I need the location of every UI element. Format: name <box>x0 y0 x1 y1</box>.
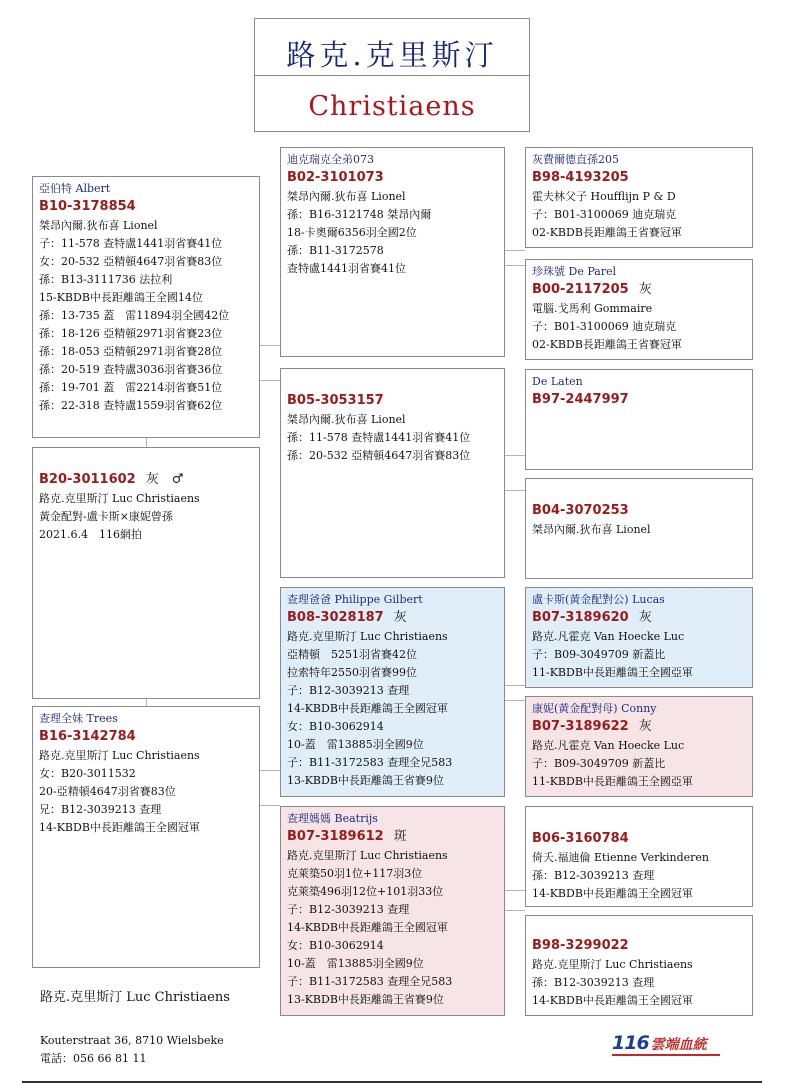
dam-sire-line: 14-KBDB中長距離鴿王全國冠軍 <box>287 702 448 715</box>
sss-ring-number: B98-4193205 <box>532 170 629 185</box>
dam-sire-ring-number: B08-3028187 <box>287 610 384 625</box>
dam-dam-line: 女：B10-3062914 <box>287 939 384 952</box>
sire-dam-card <box>280 368 505 578</box>
dsd-ring <box>532 717 750 737</box>
connector-line <box>146 699 147 706</box>
ddd-ring-number: B98-3299022 <box>532 938 629 953</box>
dam-card <box>32 706 260 968</box>
sire-line: 孫：18-053 亞精頓2971羽省賽28位 <box>39 345 223 358</box>
main-pigeon-line: 2021.6.4 116網拍 <box>39 528 142 541</box>
connector-line <box>505 890 525 891</box>
dss-line: 路克.凡霍克 Van Hoecke Luc <box>532 630 685 643</box>
main-pigeon-ring-number: B20-3011602 <box>39 472 136 487</box>
dam-dam-line: 10-蓋 雷13885羽全國9位 <box>287 957 424 970</box>
sire-ring-number: B10-3178854 <box>39 199 136 214</box>
ssd-name: 珍珠號 De Parel <box>532 265 617 278</box>
ssd-line: 02-KBDB長距離鴿王省賽冠軍 <box>532 338 682 351</box>
dam-sire-line: 子：B11-3172583 查理全兄583 <box>287 756 453 769</box>
connector-line <box>260 380 280 381</box>
dam-sire-name: 查理爸爸 Philippe Gilbert <box>287 593 423 606</box>
dds-line: 14-KBDB中長距離鴿王全國冠軍 <box>532 887 693 900</box>
logo-underline <box>612 1054 720 1056</box>
sire-line: 孫：20-519 查特盧3036羽省賽36位 <box>39 363 223 376</box>
sdd-line: 桀昂內爾.狄布喜 Lionel <box>532 523 651 536</box>
dam-dam-ring-number: B07-3189612 <box>287 829 384 844</box>
dam-sire-line: 13-KBDB中長距離鴿王省賽9位 <box>287 774 444 787</box>
sire-sire-ring-number: B02-3101073 <box>287 170 384 185</box>
dam-sire-line: 子：B12-3039213 查理 <box>287 684 410 697</box>
dam-sire-card <box>280 587 505 797</box>
sire-sire-name: 迪克瑞克全弟073 <box>287 153 374 166</box>
dam-dam-line: 子：B12-3039213 查理 <box>287 903 410 916</box>
ddd-line: 路克.克里斯汀 Luc Christiaens <box>532 958 693 971</box>
sdd-card <box>525 478 753 579</box>
connector-line <box>146 438 147 447</box>
connector-line <box>505 490 525 491</box>
dss-color: 灰 <box>638 610 652 625</box>
dam-line: 20-亞精頓4647羽省賽83位 <box>39 785 176 798</box>
ssd-line: 電腦.戈馬利 Gommaire <box>532 302 653 315</box>
sss-line: 子：B01-3100069 迪克瑞克 <box>532 208 677 221</box>
dam-dam-line: 子：B11-3172583 查理全兄583 <box>287 975 453 988</box>
dam-dam-line: 14-KBDB中長距離鴿王全國冠軍 <box>287 921 448 934</box>
phone-line: 電話：056 66 81 11 <box>40 1052 147 1065</box>
sire-sire-line: 18-卡奧爾6356羽全國2位 <box>287 226 417 239</box>
ssd-line: 子：B01-3100069 迪克瑞克 <box>532 320 677 333</box>
sire-line: 15-KBDB中長距離鴿王全國14位 <box>39 291 203 304</box>
dam-line: 14-KBDB中長距離鴿王全國冠軍 <box>39 821 200 834</box>
sss-card <box>525 147 753 248</box>
logo-number: 116 <box>612 1032 649 1054</box>
dam-sire-line: 拉索特年2550羽省賽99位 <box>287 666 417 679</box>
footer-divider <box>22 1081 762 1083</box>
sire-name: 亞伯特 Albert <box>39 182 111 195</box>
sds-card <box>525 369 753 470</box>
dam-sire-line: 亞精頓 5251羽省賽42位 <box>287 648 417 661</box>
connector-line <box>505 250 525 251</box>
main-pigeon-line: 路克.克里斯汀 Luc Christiaens <box>39 492 200 505</box>
contact-info <box>40 1032 224 1068</box>
dds-ring-number: B06-3160784 <box>532 831 629 846</box>
title-box <box>254 18 530 132</box>
sire-dam-line: 孫：11-578 查特盧1441羽省賽41位 <box>287 431 471 444</box>
title-chinese: 路克.克里斯汀 <box>286 38 498 72</box>
title-english: Christiaens <box>308 91 476 122</box>
connector-line <box>505 265 525 266</box>
logo-text: 雲端血統 <box>650 1037 707 1053</box>
sire-dam-line: 孫：20-532 亞精頓4647羽省賽83位 <box>287 449 471 462</box>
dsd-ring-number: B07-3189622 <box>532 719 629 734</box>
main-pigeon-ring <box>39 470 257 490</box>
main-pigeon-line: 黃金配對-盧卡斯×康妮曾孫 <box>39 510 173 523</box>
dam-dam-line: 13-KBDB中長距離鴿王省賽9位 <box>287 993 444 1006</box>
dam-sire-ring <box>287 608 502 628</box>
dsd-line: 路克.凡霍克 Van Hoecke Luc <box>532 739 685 752</box>
ssd-color: 灰 <box>638 282 652 297</box>
dam-sire-line: 女：B10-3062914 <box>287 720 384 733</box>
ddd-line: 孫：B12-3039213 查理 <box>532 976 655 989</box>
ddd-card <box>525 915 753 1016</box>
sss-name: 灰費爾德直孫205 <box>532 153 619 166</box>
ssd-ring <box>532 280 750 300</box>
sire-card <box>32 176 260 438</box>
connector-line <box>505 455 525 456</box>
dam-line: 路克.克里斯汀 Luc Christiaens <box>39 749 200 762</box>
sire-dam-ring-number: B05-3053157 <box>287 393 384 408</box>
sss-line: 02-KBDB長距離鴿王省賽冠軍 <box>532 226 682 239</box>
dsd-line: 11-KBDB中長距離鴿王全國亞軍 <box>532 775 693 788</box>
dsd-color: 灰 <box>638 719 652 734</box>
dds-card <box>525 806 753 907</box>
sds-name: De Laten <box>532 375 583 388</box>
connector-line <box>260 805 280 806</box>
ssd-ring-number: B00-2117205 <box>532 282 629 297</box>
breeder-name: 路克.克里斯汀 Luc Christiaens <box>40 990 230 1005</box>
sdd-ring-number: B04-3070253 <box>532 503 629 518</box>
dam-sire-color: 灰 <box>393 610 407 625</box>
brand-logo <box>612 1032 722 1058</box>
dss-card <box>525 587 753 688</box>
dss-line: 子：B09-3049709 新蓋比 <box>532 648 666 661</box>
sire-line: 孫：18-126 亞精頓2971羽省賽23位 <box>39 327 223 340</box>
dds-line: 倚夭.福迪倫 Etienne Verkinderen <box>532 851 710 864</box>
sire-line: 孫：13-735 蓋 雷11894羽全國42位 <box>39 309 230 322</box>
main-pigeon-card <box>32 447 260 699</box>
ssd-card <box>525 259 753 360</box>
dam-sire-line: 10-蓋 雷13885羽全國9位 <box>287 738 424 751</box>
sire-sire-line: 孫：B16-3121748 桀昂內爾 <box>287 208 432 221</box>
dam-sire-line: 路克.克里斯汀 Luc Christiaens <box>287 630 448 643</box>
dam-line: 兄：B12-3039213 查理 <box>39 803 162 816</box>
connector-line <box>505 700 525 701</box>
sire-line: 桀昂內爾.狄布喜 Lionel <box>39 219 158 232</box>
title-divider <box>255 75 529 76</box>
sire-line: 孫：B13-3111736 法拉利 <box>39 273 173 286</box>
main-pigeon-color-sex: 灰 ♂ <box>145 472 184 487</box>
dds-line: 孫：B12-3039213 查理 <box>532 869 655 882</box>
dam-dam-name: 查理媽媽 Beatrijs <box>287 812 378 825</box>
sss-line: 霍夫林父子 Houfflijn P & D <box>532 190 676 203</box>
dss-line: 11-KBDB中長距離鴿王全國亞軍 <box>532 666 693 679</box>
dam-dam-card <box>280 806 505 1016</box>
dam-name: 查理全妹 Trees <box>39 712 118 725</box>
sire-line: 孫：22-318 查特盧1559羽省賽62位 <box>39 399 223 412</box>
sire-sire-line: 查特盧1441羽省賽41位 <box>287 262 406 275</box>
dsd-line: 子：B09-3049709 新蓋比 <box>532 757 666 770</box>
connector-line <box>260 345 280 346</box>
dsd-card <box>525 696 753 797</box>
connector-line <box>260 770 280 771</box>
connector-line <box>505 910 525 911</box>
sire-dam-line: 桀昂內爾.狄布喜 Lionel <box>287 413 406 426</box>
sire-sire-line: 桀昂內爾.狄布喜 Lionel <box>287 190 406 203</box>
dam-dam-line: 克萊築496羽12位+101羽33位 <box>287 885 444 898</box>
dss-name: 盧卡斯(黃金配對公) Lucas <box>532 593 665 606</box>
dsd-name: 康妮(黃金配對母) Conny <box>532 702 657 715</box>
dam-dam-line: 克萊築50羽1位+117羽3位 <box>287 867 423 880</box>
dam-dam-ring <box>287 827 502 847</box>
ddd-line: 14-KBDB中長距離鴿王全國冠軍 <box>532 994 693 1007</box>
sire-line: 子：11-578 查特盧1441羽省賽41位 <box>39 237 223 250</box>
dam-ring-number: B16-3142784 <box>39 729 136 744</box>
dss-ring-number: B07-3189620 <box>532 610 629 625</box>
dam-dam-color: 斑 <box>393 829 407 844</box>
sire-line: 孫：19-701 蓋 雷2214羽省賽51位 <box>39 381 223 394</box>
address-line: Kouterstraat 36, 8710 Wielsbeke <box>40 1034 224 1047</box>
sire-line: 女：20-532 亞精頓4647羽省賽83位 <box>39 255 223 268</box>
connector-line <box>505 685 525 686</box>
sire-sire-card <box>280 147 505 357</box>
dam-line: 女：B20-3011532 <box>39 767 136 780</box>
sire-sire-line: 孫：B11-3172578 <box>287 244 384 257</box>
sds-ring-number: B97-2447997 <box>532 392 629 407</box>
dam-dam-line: 路克.克里斯汀 Luc Christiaens <box>287 849 448 862</box>
dss-ring <box>532 608 750 628</box>
